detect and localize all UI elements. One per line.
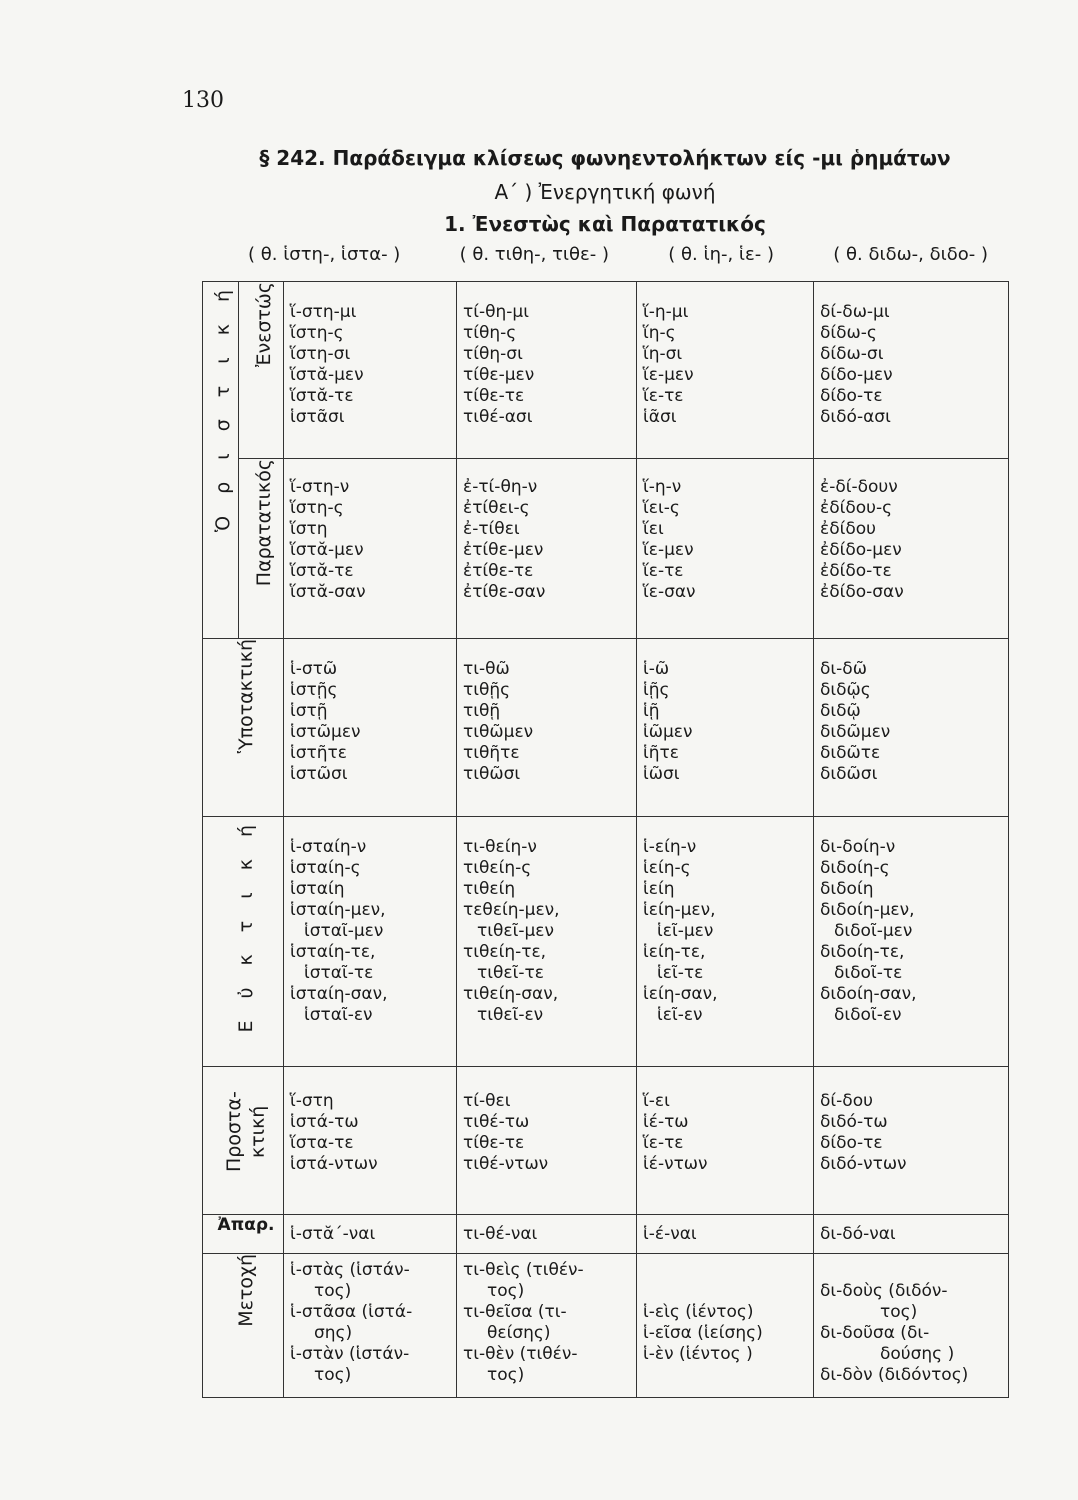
theme-didomi: ( θ. διδω-, διδο- ) — [833, 244, 988, 265]
list-item: δι-δοίη-ν διδοίη-ς διδοίη διδοίη-μεν, διδοῖ-μεν διδοίη-τε, διδοῖ-τε διδοίη-σαν, διδοῖ-εν — [820, 837, 917, 1025]
voice-title: Α΄ ) Ἐνεργητική φωνή — [494, 180, 716, 204]
list-item: δί-δω-μι δίδω-ς δίδω-σι δίδο-μεν δίδο-τε διδό-ασι — [820, 302, 893, 427]
list-item: δι-δῶ διδῷς διδῷ διδῶμεν διδῶτε διδῶσι — [820, 659, 891, 784]
tense-paratatikos-label: Παρατατικός — [239, 459, 284, 639]
list-item: ἵ-ει ἱέ-τω ἵε-τε ἱέ-ντων — [643, 1091, 708, 1174]
row-prostaktiki — [203, 1067, 1009, 1215]
list-item: ἐ-τί-θη-ν ἐτίθει-ς ἐ-τίθει ἐτίθε-μεν ἐτίθε-τε ἐτίθε-σαν — [463, 477, 546, 602]
list-item: δί-δου διδό-τω δίδο-τε διδό-ντων — [820, 1091, 907, 1174]
tense-enestos-label: Ἐνεστώς — [239, 282, 284, 459]
list-item: τι-θεὶς (τιθέν- τος) τι-θεῖσα (τι- θείσης) τι-θὲν (τιθέν- τος) — [463, 1260, 584, 1385]
row-apar — [203, 1215, 1009, 1254]
list-item: τί-θη-μι τίθη-ς τίθη-σι τίθε-μεν τίθε-τε τιθέ-ασι — [463, 302, 535, 427]
mood-efktiki-label: Ε ὐ κ τ ι κ ή — [203, 817, 284, 1067]
theme-row — [248, 244, 988, 265]
list-item: τι-θῶ τιθῇς τιθῇ τιθῶμεν τιθῆτε τιθῶσι — [463, 659, 534, 784]
conjugation-table — [202, 281, 1009, 1398]
mood-apar-label: Ἀπαρ. — [203, 1215, 284, 1254]
list-item: ἱ-στῶ ἱστῇς ἱστῇ ἱστῶμεν ἱστῆτε ἱστῶσι — [290, 659, 361, 784]
mood-metochi-label: Μετοχή — [203, 1254, 284, 1398]
row-ypotaktiki — [203, 639, 1009, 817]
apar-istemi: ἱ-στᾰ΄-ναι — [284, 1215, 457, 1254]
row-metochi — [203, 1254, 1009, 1398]
page-number: 130 — [182, 88, 224, 113]
list-item: ἵ-στη-ν ἵστη-ς ἵστη ἵστᾰ-μεν ἵστᾰ-τε ἵστᾰ-σαν — [290, 477, 366, 602]
theme-hiemi: ( θ. ἱη-, ἱε- ) — [668, 244, 774, 265]
list-item: ἱ-ῶ ἱῇς ἱῇ ἱῶμεν ἱῆτε ἱῶσι — [643, 659, 693, 784]
mood-ypotaktiki-label: Ὑποτακτική — [203, 639, 284, 817]
list-item: δι-δοὺς (διδόν- τος) δι-δοῦσα (δι- δούσης ) δι-δὸν (διδόντος) — [820, 1281, 969, 1385]
theme-tithemi: ( θ. τιθη-, τιθε- ) — [459, 244, 610, 265]
mood-prostaktiki-label: Προστα- κτική — [203, 1067, 284, 1215]
list-item: ἵ-στη ἱστά-τω ἵστα-τε ἱστά-ντων — [290, 1091, 378, 1174]
row-efktiki — [203, 817, 1009, 1067]
list-item: ἱ-σταίη-ν ἱσταίη-ς ἱσταίη ἱσταίη-μεν, ἱσταῖ-μεν ἱσταίη-τε, ἱσταῖ-τε ἱσταίη-σαν, ἱσταῖ-εν — [290, 837, 388, 1025]
list-item: ἱ-είη-ν ἱείη-ς ἱείη ἱείη-μεν, ἱεῖ-μεν ἱείη-τε, ἱεῖ-τε ἱείη-σαν, ἱεῖ-εν — [643, 837, 718, 1025]
row-enestos — [203, 282, 1009, 459]
theme-istemi: ( θ. ἱστη-, ἱστα- ) — [248, 244, 401, 265]
apar-tithemi: τι-θέ-ναι — [457, 1215, 637, 1254]
row-paratatikos — [203, 459, 1009, 639]
list-item: τί-θει τιθέ-τω τίθε-τε τιθέ-ντων — [463, 1091, 549, 1174]
list-item: ἐ-δί-δουν ἐδίδου-ς ἐδίδου ἐδίδο-μεν ἐδίδο-τε ἐδίδο-σαν — [820, 477, 904, 602]
tense-title: 1. Ἐνεστὼς καὶ Παρατατικός — [444, 212, 766, 236]
list-item: ἵ-η-μι ἵη-ς ἵη-σι ἵε-μεν ἵε-τε ἱᾶσι — [643, 302, 694, 427]
apar-didomi: δι-δό-ναι — [814, 1215, 1009, 1254]
list-item: ἱ-στὰς (ἱστάν- τος) ἱ-στᾶσα (ἱστά- σης) ἱ-στὰν (ἱστάν- τος) — [290, 1260, 413, 1385]
apar-hiemi: ἱ-έ-ναι — [637, 1215, 814, 1254]
section-title: § 242. Παράδειγμα κλίσεως φωνηεντολήκτων είς -μι ῥημάτων — [259, 146, 951, 170]
list-item: ἵ-η-ν ἵει-ς ἵει ἵε-μεν ἵε-τε ἵε-σαν — [643, 477, 696, 602]
list-item: ἱ-εὶς (ἱέντος) ἱ-εῖσα (ἱείσης) ἱ-ὲν (ἱέντος ) — [643, 1302, 763, 1364]
mood-oristiki-label: Ὁ ρ ι σ τ ι κ ή — [203, 282, 239, 639]
list-item: τι-θείη-ν τιθείη-ς τιθείη τεθείη-μεν, τιθεῖ-μεν τιθείη-τε, τιθεῖ-τε τιθείη-σαν, τιθεῖ-εν — [463, 837, 560, 1025]
list-item: ἵ-στη-μι ἵστη-ς ἵστη-σι ἵστᾰ-μεν ἵστᾰ-τε ἱστᾶσι — [290, 302, 364, 427]
